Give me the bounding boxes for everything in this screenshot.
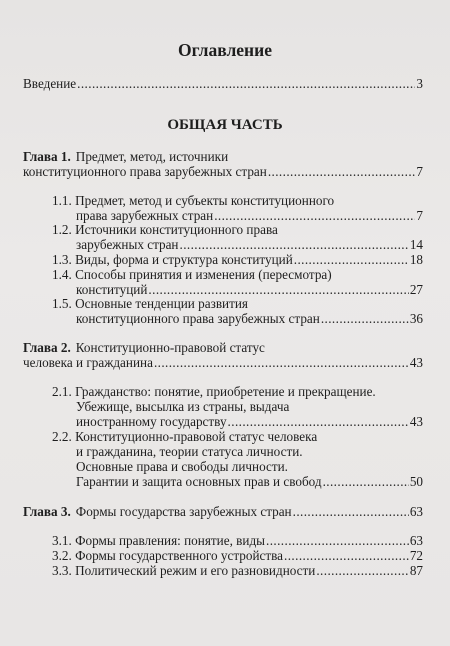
entry-label: 1.3. Виды, форма и структура конституций — [52, 252, 293, 267]
toc-entry-2-2[interactable] — [52, 429, 317, 445]
toc-entry-3-1[interactable] — [52, 533, 423, 549]
entry-label: Основные права и свободы личности. — [76, 459, 288, 474]
entry-label: зарубежных стран — [76, 237, 179, 252]
entry-label: 3.3. Политический режим и его разновидности — [52, 563, 316, 578]
chapter-title-line: Конституционно-правовой статус — [75, 340, 265, 355]
dot-leader — [321, 311, 409, 327]
page-number: 7 — [416, 208, 423, 223]
entry-label: 2.1. Гражданство: понятие, приобретение и прекращение. — [52, 384, 376, 399]
page-number: 3 — [416, 76, 423, 91]
page-number: 18 — [409, 252, 423, 267]
chapter-1-heading[interactable] — [23, 149, 228, 165]
page-number: 72 — [409, 548, 423, 563]
chapter-2-heading[interactable] — [23, 340, 265, 356]
page-number: 14 — [409, 237, 423, 252]
chapter-title-line: человека и гражданина — [23, 355, 153, 370]
page-number: 43 — [409, 355, 423, 370]
dot-leader — [228, 414, 409, 430]
toc-entry-1-5[interactable] — [52, 296, 248, 312]
dot-leader — [284, 548, 409, 564]
page-number: 50 — [409, 474, 423, 489]
dot-leader — [294, 252, 409, 268]
toc-entry-2-1-cont2[interactable] — [76, 414, 423, 430]
toc-entry-2-2-cont[interactable] — [76, 444, 303, 460]
toc-entry-3-3[interactable] — [52, 563, 423, 579]
entry-label: иностранному государству — [76, 414, 227, 429]
chapter-number: Глава 2. — [23, 340, 71, 355]
dot-leader — [154, 355, 409, 371]
toc-entry-2-1-cont[interactable] — [76, 399, 289, 415]
dot-leader — [266, 533, 409, 549]
toc-entry-1-1[interactable] — [52, 193, 334, 209]
entry-label: Убежище, высылка из страны, выдача — [76, 399, 290, 414]
toc-entry-1-5-cont[interactable] — [76, 311, 423, 327]
toc-entry-1-2-cont[interactable] — [76, 237, 423, 253]
entry-label: 2.2. Конституционно-правовой статус человека — [52, 429, 318, 444]
chapter-2-heading-cont[interactable] — [23, 355, 423, 371]
toc-entry-2-1[interactable] — [52, 384, 376, 400]
page-number: 27 — [409, 282, 423, 297]
entry-label: 1.2. Источники конституционного права — [52, 222, 278, 237]
chapter-title-line: Предмет, метод, источники — [75, 149, 229, 164]
toc-entry-1-2[interactable] — [52, 222, 278, 238]
dot-leader — [180, 237, 409, 253]
page-number: 63 — [409, 533, 423, 548]
chapter-number: Глава 1. — [23, 149, 71, 164]
toc-title: Оглавление — [178, 40, 272, 60]
page-number: 7 — [416, 164, 423, 179]
entry-label: 3.2. Формы государственного устройства — [52, 548, 284, 563]
entry-label: конституций — [76, 282, 148, 297]
dot-leader — [268, 164, 416, 180]
dot-leader — [323, 474, 409, 490]
entry-label: и гражданина, теории статуса личности. — [76, 444, 303, 459]
toc-entry-2-2-cont2[interactable] — [76, 459, 288, 475]
chapter-title-line: конституционного права зарубежных стран — [23, 164, 267, 179]
chapter-1-heading-cont[interactable] — [23, 164, 423, 180]
chapter-number: Глава 3. — [23, 504, 71, 519]
chapter-3-heading[interactable] — [23, 504, 423, 520]
dot-leader — [316, 563, 408, 579]
page-number: 87 — [409, 563, 423, 578]
dot-leader — [293, 504, 409, 520]
entry-label: Введение — [23, 76, 77, 91]
page-number: 43 — [409, 414, 423, 429]
toc-entry-2-2-cont3[interactable] — [76, 474, 423, 490]
chapter-title-line: Формы государства зарубежных стран — [75, 504, 292, 519]
page-number: 36 — [409, 311, 423, 326]
entry-label: конституционного права зарубежных стран — [76, 311, 320, 326]
toc-entry-intro[interactable] — [23, 76, 423, 92]
toc-entry-1-4[interactable] — [52, 267, 332, 283]
section-heading: ОБЩАЯ ЧАСТЬ — [167, 117, 283, 133]
entry-label: 3.1. Формы правления: понятие, виды — [52, 533, 266, 548]
dot-leader — [77, 76, 415, 92]
toc-entry-3-2[interactable] — [52, 548, 423, 564]
entry-label: 1.1. Предмет, метод и субъекты конституционного — [52, 193, 335, 208]
toc-entry-1-3[interactable] — [52, 252, 423, 268]
entry-label: права зарубежных стран — [76, 208, 214, 223]
entry-label: Гарантии и защита основных прав и свобод — [76, 474, 322, 489]
entry-label: 1.4. Способы принятия и изменения (пересмотра) — [52, 267, 332, 282]
page-number: 63 — [409, 504, 423, 519]
entry-label: 1.5. Основные тенденции развития — [52, 296, 248, 311]
